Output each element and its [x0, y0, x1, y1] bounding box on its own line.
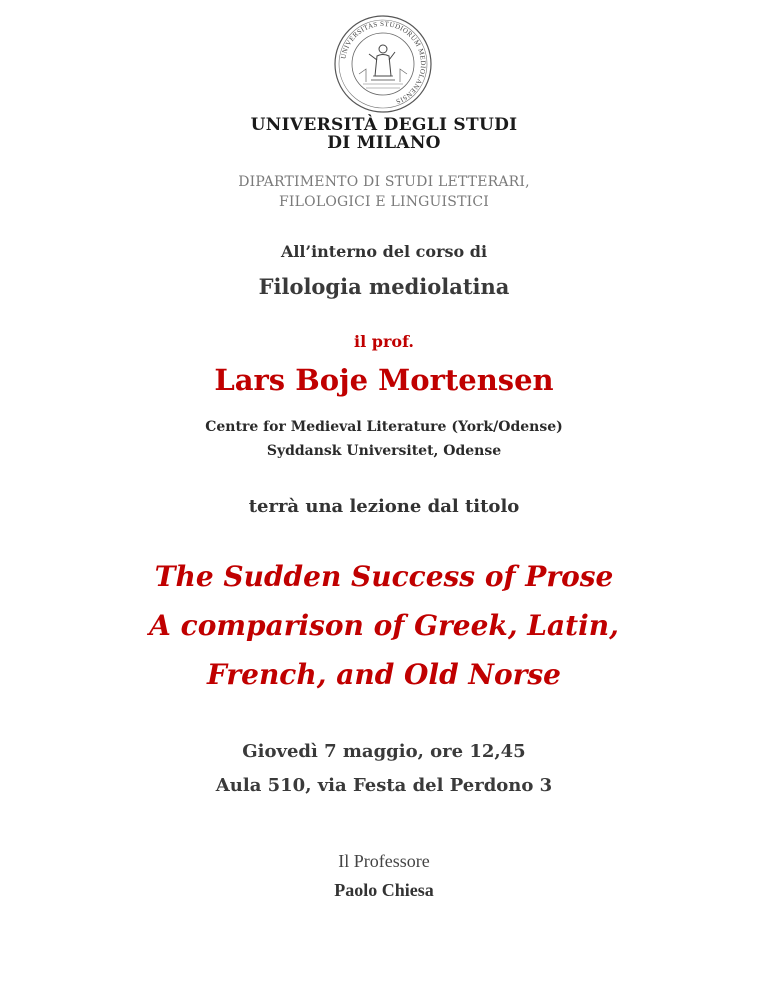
event-location: Aula 510, via Festa del Perdono 3	[215, 775, 553, 796]
lecture-title-line1: The Sudden Success of Prose	[154, 560, 614, 593]
signature-name: Paolo Chiesa	[334, 880, 434, 900]
event-date: Giovedì 7 maggio, ore 12,45	[242, 741, 526, 762]
lecture-intro: terrà una lezione dal titolo	[248, 496, 520, 517]
course-intro: All’interno del corso di	[280, 242, 488, 261]
speaker-name: Lars Boje Mortensen	[214, 363, 554, 397]
speaker-affiliation-line1: Centre for Medieval Literature (York/Odense)	[205, 419, 563, 435]
signature-role: Il Professore	[338, 851, 430, 871]
course-name: Filologia mediolatina	[258, 274, 510, 299]
department-name-line2: FILOLOGICI E LINGUISTICI	[279, 194, 489, 210]
university-seal-logo	[333, 14, 433, 114]
lecture-title-line2: A comparison of Greek, Latin,	[149, 609, 619, 642]
department-name-line1: DIPARTIMENTO DI STUDI LETTERARI,	[238, 174, 530, 190]
speaker-prefix: il prof.	[354, 332, 414, 351]
university-name-line1: UNIVERSITÀ DEGLI STUDI	[250, 115, 518, 135]
speaker-affiliation-line2: Syddansk Universitet, Odense	[266, 443, 502, 459]
university-name-line2: DI MILANO	[327, 133, 441, 153]
lecture-title-line3: French, and Old Norse	[207, 658, 561, 691]
svg-text:UNIVERSITAS STUDIORUM MEDIOLAN: UNIVERSITAS STUDIORUM MEDIOLANENSIS	[339, 19, 428, 106]
